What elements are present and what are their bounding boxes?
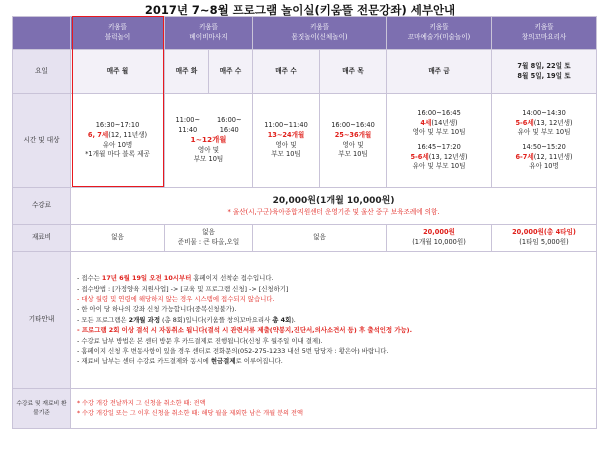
header-corner	[13, 17, 71, 50]
row-label-time-target: 시간 및 대상	[13, 94, 71, 188]
materials-cooking: 20,000원(총 4타임) (1타임 5,000원)	[492, 225, 597, 252]
note-6: - 프로그램 2회 이상 결석 시 자동취소 됩니다(결석 시 관련서류 제출(약봉지,진단서,의사소견서 등) 후 출석인정 가능).	[77, 326, 413, 335]
refund-cell	[71, 389, 597, 429]
refund-1: * 수강 개강 전날까지 그 신청을 취소한 때: 전액	[77, 399, 206, 407]
day-body-wed: 매주 수	[253, 50, 320, 94]
header-body-play: 키움뜰 몸짓놀이(신체놀이)	[253, 17, 387, 50]
note-9: - 재료비 납부는 센터 수강료 카드결제와 동시에 현금결제로 이루어집니다.	[77, 357, 283, 366]
refund-2: * 수강 개강일 또는 그 이후 신청을 취소한 때: 해당 월을 제외한 남은 개월 분의 전액	[77, 409, 303, 417]
row-label-day: 요일	[13, 50, 71, 94]
header-art: 키움뜰 꼬마예술가(미술놀이)	[387, 17, 492, 50]
day-baby-tue: 매주 화	[165, 50, 209, 94]
materials-body: 없음	[253, 225, 387, 252]
fee-sub: * 울산(시,구군)육아종합지원센터 운영기준 및 울산 중구 보육조례에 의함.	[227, 207, 440, 216]
day-cooking: 7월 8일, 22일 토 8월 5일, 19일 토	[492, 50, 597, 94]
row-label-materials: 재료비	[13, 225, 71, 252]
header-block: 키움뜰 블럭놀이	[71, 17, 165, 50]
header-cooking: 키움뜰 창의꼬마요리사	[492, 17, 597, 50]
note-3: - 대상 월령 및 연령에 해당하지 않는 경우 시스템에 접수되지 않습니다.	[77, 295, 275, 304]
materials-block: 없음	[71, 225, 165, 252]
day-art: 매주 금	[387, 50, 492, 94]
row-label-refund: 수강료 및 재료비 환불기준	[13, 389, 71, 429]
fee-main: 20,000원(1개월 10,000원)	[272, 195, 395, 206]
materials-art: 20,000원 (1개월 10,000원)	[387, 225, 492, 252]
row-label-fee: 수강료	[13, 188, 71, 225]
materials-baby: 없음 준비물 : 큰 타올,오일	[165, 225, 253, 252]
day-body-thu: 매주 목	[320, 50, 387, 94]
time-baby-massage: 11:00~ 11:40 16:00~ 16:40 1~12개월 영아 및 부모 10팀	[165, 94, 253, 188]
row-label-notes: 기타안내	[13, 252, 71, 389]
notes-cell	[71, 252, 597, 389]
day-block: 매주 월	[71, 50, 165, 94]
header-baby-massage: 키움뜰 베이비마사지	[165, 17, 253, 50]
note-1: - 접수는 17년 6월 19일 오전 10시부터 홈페이지 선착순 접수입니다.	[77, 274, 274, 283]
time-body-1: 11:00~11:40 13~24개월 영아 및 부모 10팀	[253, 94, 320, 188]
note-4: - 한 아이 당 하나의 강좌 신청 가능합니다(중복신청불가).	[77, 305, 237, 314]
note-8: - 홈페이지 신청 후 변동사항이 있을 경우 센터로 전화문의(052-275-1233 내선 5번 담당자 : 황은아) 바랍니다.	[77, 346, 389, 355]
time-art: 16:00~16:45 4세(14년생) 영아 및 부모 10팀 16:45~17:20 5-6세(13, 12년생) 유아 및 부모 10팀	[387, 94, 492, 188]
note-2: - 접수방법 : [가정양육 지원사업] -> [교육 및 프로그램 신청] -> [신청하기]	[77, 284, 289, 293]
page-title: 2017년 7~8월 프로그램 놀이실(키움뜰 전문강좌) 세부안내	[144, 3, 456, 17]
time-cooking: 14:00~14:30 5-6세(13, 12년생) 유아 및 부모 10팀 14:50~15:20 6-7세(12, 11년생) 유아 10명	[492, 94, 597, 188]
fee-cell	[71, 188, 597, 225]
note-5: - 모든 프로그램은 2개월 과정 (총 8회)입니다(키움뜰 창의꼬마요리사 총 4회).	[77, 315, 296, 324]
time-block: 16:30~17:10 6, 7세(12, 11년생) 유아 10명 *1개월 마다 블록 제공	[71, 94, 165, 188]
time-body-2: 16:00~16:40 25~36개월 영아 및 부모 10팀	[320, 94, 387, 188]
note-7: - 수강료 납부 방법은 본 센터 방문 후 카드결제로 진행됩니다(신청 후 월주일 이내 결제).	[77, 336, 323, 345]
highlight-box	[72, 16, 164, 187]
day-baby-wed: 매주 수	[209, 50, 253, 94]
